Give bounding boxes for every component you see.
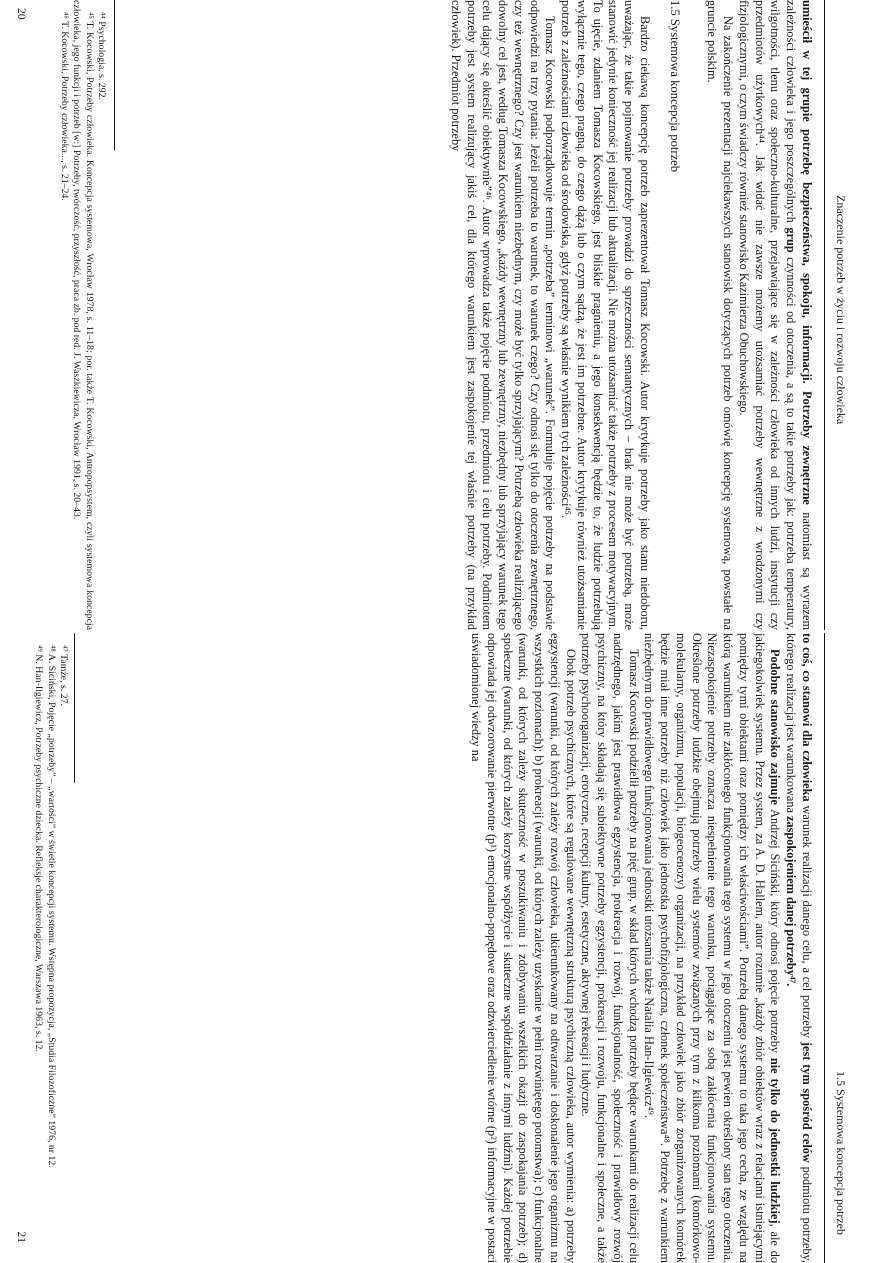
- page-number: 20: [15, 8, 27, 20]
- footnotes: [58, 0, 107, 630]
- footnote: ⁴⁶ T. Kocowski, Potrzeby człowieka..., s. 21–24.: [59, 12, 71, 201]
- header-title: Znaczenie potrzeb w życiu i rozwoju człowieka: [834, 195, 848, 425]
- bold-text: grup: [784, 227, 799, 253]
- running-header: [823, 633, 893, 1263]
- paragraph: [641, 633, 783, 1263]
- paragraph: Tomasz Kocowski podporządkowuje termin „potrzeba” terminowi „warunek”. Formułuje pojęcie potrzeby na podstawie odpowiedzi na trzy pytania: Jeżeli potrzeba to warunek, to warunek czego? Czy odnosi się tylko do otoczenia zewnętrznego, czy też wewnętrznego? Czy jest warunkiem niezbędnym, czy może być tylko sprzyjającym? Potrzebą człowieka realizującego dowolny cel jest, według Tomasza Kocowskiego, „każdy wewnętrzny lub zewnętrzny, niezbędny lub sprzyjający warunek tego celu dający się określić obiektywnie”⁴⁶. Autor wprowadza także pojęcie podmiotu, przedmiotu i celu potrzeby. Podmiotem potrzeby jest system realizujący jakiś cel, dla którego warunkiem jest zaspokojenie tej właśnie potrzeby (na przykład człowiek). Przedmiot potrzeby: [449, 0, 558, 630]
- bold-text: nie tylko do jednostki ludzkiej: [768, 1057, 783, 1224]
- paragraph: Na zakończenie prezentacji najciekawszych stanowisk dotyczących potrzeb omówię koncepcję systemową, powstałe na gruncie polskim.: [705, 0, 736, 630]
- right-page: [0, 633, 893, 1263]
- bold-text: jest tym spośród celów: [800, 1041, 814, 1163]
- paragraph: Obok potrzeb psychicznych, które są regulowane wewnętrzną strukturą psychiczną człowieka, autor wymienia: a) potrzeby egzystencji (warunki, od których zależy rozwój człowieka, ukierunkowany na odtwarzanie i doskonalenie jego organizmu na wszystkich poziomach); b) prokreacji (warunki, od których zależy uzyskanie w pełni rozwiniętego potomstwa); c) funkcjonalne (warunki, od których zależy skuteczność w poszukiwaniu i zdobywaniu wszelkich okazji do zaspokajania potrzeb); d) społeczne (warunki, od których zależy korzystne współżycie i skuteczne współdziałanie z innymi ludźmi). Każdej potrzebie odpowiada jej odwzorowanie pierwotne (p¹) emocjonalno-popędowe oraz odzwierciedlenie wtórne (p²) informacyjne w postaci uświadomionej wiedzy na: [469, 633, 578, 1263]
- header-title: 1.5 Systemowa koncepcja potrzeb: [834, 1071, 848, 1235]
- header-rule: [824, 633, 825, 1263]
- text: warunek realizacji danego celu, a cel potrzeby: [800, 801, 814, 1042]
- text: podmiotu potrzeby, którego realizacja jest warunkowana: [784, 633, 814, 1263]
- text: czynności od otoczenia, a są to takie potrzeby jak: potrzeba temperatury, wilgotności, tlenu oraz społeczno-kulturalne, przejawiające się w zależności człowieka od innych ludzi, instytucji czy przedmiotów użytkowych⁴⁴. Jak widać nie zawsze możemy utożsamiać potrzeby wewnętrzne z wrodzonymi czy fizjologicznymi, o czym świadczy również stanowisko Kazimierza Obuchowskiego.: [737, 0, 799, 630]
- bold-text: to coś, co stanowi dla człowieka: [800, 633, 814, 802]
- header-rule: [824, 0, 825, 630]
- footnote-rule: [74, 633, 75, 783]
- main-text: [468, 633, 815, 1263]
- text: , ale do jakiegokolwiek systemu. Przez system, za A. D. Hallem, autor rozumie „każdy zbiór obiektów wraz z relacjami istniejącymi pomiędzy tymi obiektami oraz pomiędzy ich właściwościami”. Potrzebą danego systemu to taka jego cecha, ze względu na którą warunkiem nie zakłóconego funkcjonowania tego systemu w jego otoczeniu jest pewien określony stan tego otoczenia. Niezaspokojenie potrzeby oznacza niespełnienie tego warunku, pociągające za sobą zakłócenia funkcjonowania systemu. Określone potrzeby ludzkie obejmują potrzeby wielu systemów związanych przy tym z kilkoma poziomami (komórkowo-molekularny, organizmu, populacji, biogeocenozy) organizacji, na przykład człowiek jako zbiór zorganizowanych komórek będzie miał inne potrzeby niż człowiek jako jednostka psychofizjologiczna, członek społeczeństwa⁴⁸. Potrzebę z warunkiem niezbędnym do prawidłowego funkcjonowania jednostki utożsamia także Natalia Han-Ilgiewicz⁴⁹.: [642, 633, 783, 1263]
- footnote: ⁴⁸ A. Siciński, Pojęcie „potrzeby” – „wartości” w świetle koncepcji systemu. Wstępna propozycja, „Studia Filozoficzne” 1976, nr 12.: [45, 645, 57, 1168]
- running-header: [823, 0, 893, 630]
- footnote: ⁴⁵ T. Kocowski, Potrzeby człowieka. Koncepcja systemowa, Wrocław 1978, s. 11–18; por. także T. Kocowski, Antropopsystem, czyli systemowa koncepcja człowieka, jego funkcji i potrzeb [w:] Potrzeby, twórczość, przyszłość, praca zb. pod red. J. Waszkiewicza, Wrocław 1991, s. 20–43.: [71, 0, 95, 630]
- footnote-rule: [114, 0, 115, 150]
- bold-text: Podobne stanowisko zajmuje: [768, 649, 783, 805]
- main-text: [447, 0, 814, 630]
- footnote: ⁴⁹ N. Han-Ilgiewicz, Potrzeby psychiczne dziecka. Refleksje charakterologiczne, Warszawa 1963, s. 12.: [33, 645, 45, 1052]
- footnote: ⁴⁴ Psychologia, s. 292.: [96, 12, 107, 100]
- text: Andrzej Siciński, który odnosi pojęcie potrzeby: [768, 804, 783, 1058]
- paragraph: Tomasz Kocowski podzielił potrzeby na pięć grup, w skład których wchodzą potrzeby będące warunkami do realizacji celu nadrzędnego, jakim jest prawidłowa egzystencja, prokreacja i rozwój, funkcjonalność, społeczność i prawidłowy rozwój psychiczny, na który składają się subiektywne potrzeby egzystencji, prokreacji i rozwoju, funkcjonalne i społeczne, a także potrzeby psychoorganizacji, erotyczne, recepcji kultury, estetyczne, aktywnej rekreacji i ludyczne.: [579, 633, 641, 1263]
- bold-text: zaspokojeniem danej potrzeby⁴⁷.: [784, 816, 799, 987]
- page-number: 21: [15, 1231, 27, 1243]
- paragraph: Bardzo ciekawą koncepcję potrzeb zaprezentował Tomasz Kocowski. Autor krytykuje potrzeby jako stanu niedoboru, uważając, że takie pojmowanie potrzeby prowadzi do sprzeczności semantycznych – brak nie może być potrzebą, może stanowić jedynie konieczność jej realizacji lub aktualizacji. Nie można utożsamiać także potrzeby z procesem motywacyjnym. To ujęcie, zdaniem Tomasza Kocowskiego, jest bliskie pragnieniu, a jego konsekwencją będzie to, że ludzie potrzebują wyłącznie tego, czego pragną, do czego dążą lub o czym sądzą, że jest im potrzebne. Autor krytykuje również utożsamianie potrzeb z zależnościami człowieka od środowiska, gdyż potrzeby są właśnie wynikiem tych zależności⁴⁵.: [559, 0, 652, 630]
- footnotes: [32, 633, 69, 1263]
- paragraph: [735, 0, 814, 630]
- paragraph: [783, 633, 815, 1263]
- footnote: ⁴⁷ Tamże, s. 27.: [58, 645, 69, 706]
- text: natomiast są wyrazem zależności człowieka i jego poszczególnych: [784, 0, 814, 631]
- bold-text: umieścił w tej grupie potrzebę bezpieczeństwa, spokoju, informacji. Potrzeby zewnętrzne: [800, 0, 814, 505]
- section-title: 1.5 Systemowa koncepcja potrzeb: [667, 0, 682, 173]
- left-page: [0, 0, 893, 630]
